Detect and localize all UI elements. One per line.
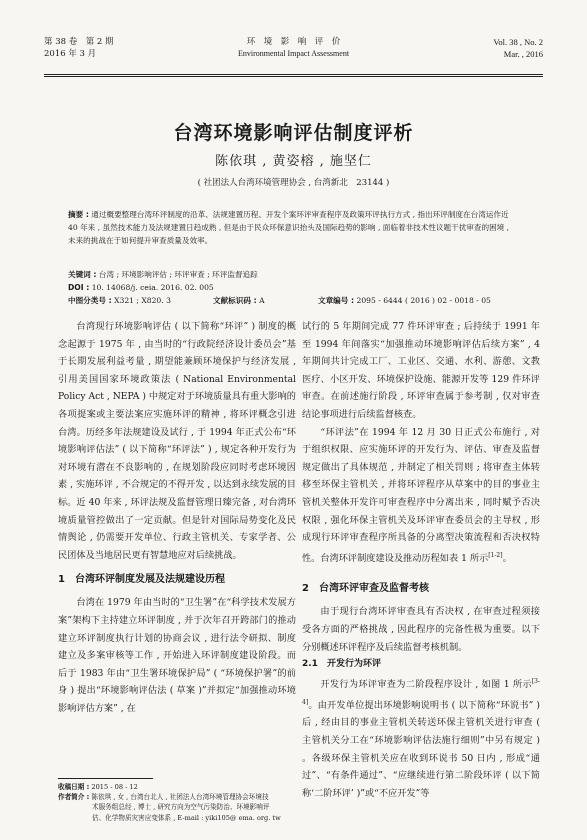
keywords-row xyxy=(68,268,528,281)
paragraph-text: “环评法”在 1994 年 12 月 30 日正式公布施行 , 对于组织权限、应实施环评的开发行为、评估、审查及监督规定做出了具体规范 , 并制定了相关罚则 ; 将审查主体转移至环保主管机关 , 并将环评程序从草案中的目的事业主管机关整体开发许可审查程序中分离出来 , 同时赋予否决权限 , 强化环保主管机关及环评审查委员会的主导权 , 形成现行环评审查程序所具备的分离型决策流程和否决权特性。台湾环评制度建设及推动历程如表 1 所示 xyxy=(302,426,540,564)
abstract-text: 通过概要整理台湾环评制度的沿革、法规建置历程、开发个案环评审查程序及政策环评执行方式 , 指出环评制度在台湾运作近 40 年来 , 虽然技术能力及法规建置日趋成熟 , 但是由于民众环保意识抬头及国际趋势的影响 , 面临着非技术性议题干扰审查的困境 , 未来的挑战在于如何提升审查质量及效率。 xyxy=(68,210,510,245)
author-list: 陈依琪 , 黄姿榕 , 施坚仁 xyxy=(215,154,372,169)
header-right xyxy=(493,36,543,60)
clc-value: X321 ; X820. 3 xyxy=(114,296,171,305)
journal-cn: 环 境 影 响 评 价 xyxy=(246,37,341,47)
doi-label: DOI : xyxy=(68,283,90,292)
date-cn: 2016 年 3 月 xyxy=(44,49,97,59)
keywords-text: 台湾 ; 环境影响评估 ; 环评审查 ; 环评监督追踪 xyxy=(98,270,258,279)
body-paragraph xyxy=(302,673,540,802)
received-label: 收稿日期 : xyxy=(58,783,90,791)
doi-row xyxy=(68,281,528,294)
author-bio-label: 作者简介 : xyxy=(58,793,90,802)
keywords-label: 关键词 : xyxy=(68,270,97,279)
author-bio-line: 估、化学物质灾害应变体系 , E-mail : yiki105@ ema. org. tw xyxy=(92,813,281,822)
citation-ref[interactable]: [1-2] xyxy=(488,551,503,559)
doc-code-value: A xyxy=(259,296,265,305)
body-paragraph: 试行的 5 年期间完成 77 件环评审查 ; 后持续于 1991 年至 1994 年间落实“加强推动环境影响评估后续方案” , 4 年期间共计完成工厂、工业区、交通、水利、游憩、文教医疗、小区开发、环境保护设施、能源开发等 129 件环评审查。在前述施行阶段 , 环评审查属于参考制 , 仅对审查结论事项进行后续监督核查。 xyxy=(302,321,540,420)
clc-label: 中图分类号 : xyxy=(68,296,112,305)
body-paragraph xyxy=(302,424,540,568)
paragraph-text: 。 xyxy=(502,552,512,564)
section-heading: 2 台湾环评审查及监督考核 xyxy=(302,583,429,595)
body-column-left xyxy=(58,318,296,717)
abstract xyxy=(68,208,519,247)
article-no-label: 文章编号 : xyxy=(318,296,355,305)
section-heading: 1 台湾环评制度发展及法规建设历程 xyxy=(58,574,225,586)
paragraph-text: 。由开发单位提出环境影响说明书 ( 以下简称“环说书” ) 后 , 经由目的事业主管机关转送环保主管机关进行审查 ( 主管机关分工在“环境影响评估法施行细则”中另有规定 ) 。各级环保主管机关应在收到环说书 50 日内 , 形成“通过”、“有条件通过”、“应继续进行第二阶段环评 ( 以下简称‘二阶环评’ )”或“不应开发”等 xyxy=(302,699,540,799)
body-paragraph: 台湾现行环境影响评估 ( 以下简称“环评” ) 制度的概念起源于 1975 年 , 由当时的“行政院经济设计委员会”基于长期发展利益考量 , 期望能兼顾环境保护与经济发展 , 引用美国国家环境政策法 ( National Environmental Policy Act , NEPA ) 中规定对于环境质量具有重大影响的各项提案或主要法案应实施环评的精神 , 将环评概念引进台湾。历经多年法规建设及试行 , 于 1994 年正式公布“环境影响评估法” ( 以下简称“环评法” ) , 规定各种开发行为对环境有潜在不良影响的 , 在规划阶段应同时考虑环境因素 , 实施环评 , 不合规定的不得开发 , 以达到永续发展的目标。近 40 年来 , 环评法规及监督管理日臻完备 , 对台湾环境质量管控做出了一定贡献。但是针对国际局势变化及民情舆论 , 仍需要开发单位、行政主管机关、专家学者、公民团体及当地居民更有智慧地应对后续挑战。 xyxy=(58,321,296,561)
doi-link[interactable]: 10. 14068/j. ceia. 2016. 02. 005 xyxy=(91,283,214,292)
paragraph-text: 开发行为环评审查为二阶段程序设计 , 如图 1 所示 xyxy=(320,679,532,691)
volume-cn: 第 38 卷 第 2 期 xyxy=(44,37,114,47)
affiliation: ( 社团法人台湾环境管理协会 , 台湾新北 23144 ) xyxy=(197,178,390,188)
body-column-right xyxy=(302,318,540,802)
abstract-label: 摘要 : xyxy=(68,210,89,219)
author-bio-line: 术服务组总经 , 博士 , 研究方向为空气污染防治、环境影响评 xyxy=(92,803,270,812)
body-paragraph: 由于现行台湾环评审查具有否决权 , 在审查过程须接受各方面的严格挑战 , 因此程序的完备性极为重要。以下分别概述环评程序及后续监督考核机制。 xyxy=(302,606,540,653)
paper-title: 台湾环境影响评估制度评析 xyxy=(173,122,414,144)
author-bio xyxy=(58,792,298,823)
doc-code-label: 文献标识码 : xyxy=(213,296,257,305)
volume-en: Vol. 38 , No. 2 xyxy=(493,37,543,47)
header-rule-thin xyxy=(44,76,543,77)
article-no-value: 2095 - 6444 ( 2016 ) 02 - 0018 - 05 xyxy=(356,296,491,305)
footnote xyxy=(58,782,298,823)
citation-ref[interactable]: [3-4] xyxy=(302,678,540,706)
article-metadata xyxy=(68,268,528,307)
journal-en: Environmental Impact Assessment xyxy=(237,49,350,58)
date-en: Mar. , 2016 xyxy=(503,49,543,59)
received-line xyxy=(58,782,298,792)
author-bio-line: 陈依琪 , 女 , 台湾台北人 , 社团法人台湾环境管理协会环境技 xyxy=(91,793,269,802)
classification-row xyxy=(68,294,528,307)
running-header xyxy=(44,36,543,76)
subsection-heading: 2.1 开发行为环评 xyxy=(302,659,381,670)
header-rule xyxy=(44,74,543,75)
body-paragraph: 台湾在 1979 年由当时的“卫生署”在“科学技术发展方案”架构下主持建立环评制度 , 并于次年召开跨部门的推动建立环评制度执行计划的协商会议 , 进行法令研拟、制度建立及多案审核等工作 , 开始进入环评制度建设阶段。而后于 1983 年由“卫生署环境保护局” ( “环境保护署”的前身 ) 提出“环境影响评估法 ( 草案 )”并拟定“加强推动环境影响评估方案” , 在 xyxy=(58,597,296,714)
header-center xyxy=(44,36,543,60)
received-date: 2015 - 08 - 12 xyxy=(91,783,138,791)
footnote-rule xyxy=(58,778,153,779)
